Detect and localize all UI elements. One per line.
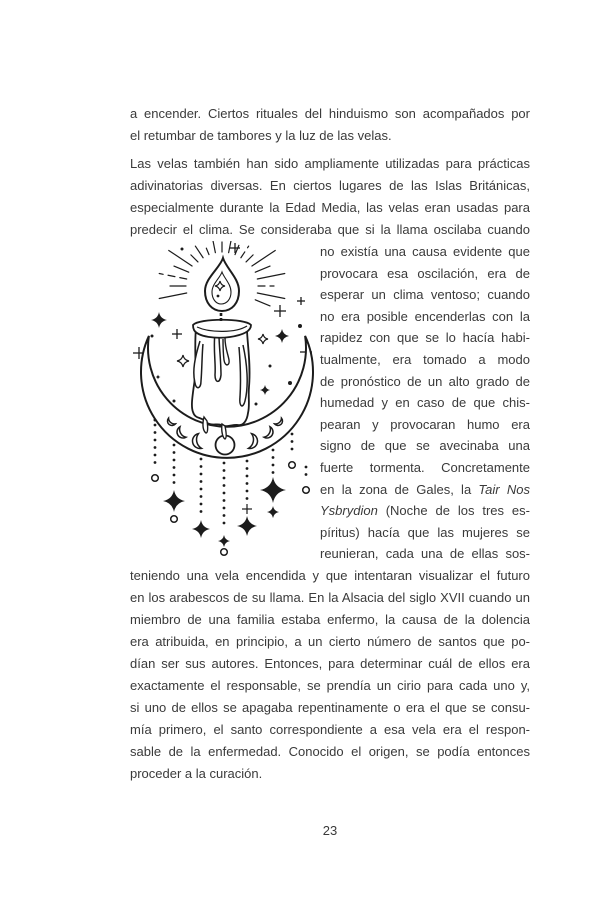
text-line: esperar un clima ventoso; cuando [320, 287, 530, 303]
text-line: en los arabescos de su llama. En la Alsacia del siglo XVII cuando un [130, 590, 530, 605]
text-line: tualmente, era tomado a modo [320, 351, 530, 367]
text-line: rapidez con que se lo hacía habi- [320, 330, 530, 346]
flame-icon [205, 258, 239, 311]
text-line: miembro de una familia estaba enfermo, la causa de la dolencia [130, 612, 530, 627]
candle-icon [192, 320, 251, 439]
text-line: el retumbar de tambores y la luz de las velas. [130, 128, 392, 143]
page-number: 23 [322, 823, 338, 838]
text-line: Las velas también han sido ampliamente utilizadas para prácticas [130, 156, 530, 171]
text-line: no era posible encenderlas con la [320, 308, 530, 324]
text-line: en la zona de Gales, la Tair Nos [320, 481, 530, 497]
text-line: a encender. Ciertos rituales del hinduismo son acompañados por [130, 106, 530, 121]
text-line: adivinatorias diversas. En ciertos lugares de las Islas Británicas, [130, 178, 530, 193]
text-line: si uno de ellos se apagaba repentinamente o era el que se consu- [130, 700, 530, 715]
text-line: Ysbrydion (Noche de los tres es- [320, 503, 530, 519]
text-line: de pronóstico de un alto grado de [320, 373, 530, 389]
text-line: exactamente el responsable, se prendía un cirio para cada uno y, [130, 678, 530, 693]
text-line: signo de que se avecinaba una [320, 438, 530, 454]
paragraph-1 [130, 103, 530, 147]
page-body-text [130, 103, 530, 785]
text-line: dían ser sus autores. Entonces, para determinar cuál de ellos era [130, 656, 530, 671]
text-line: no existía una causa evidente que [320, 244, 530, 259]
paragraph-2-right-column [320, 241, 530, 565]
text-line: pearan y provocaran humo era [320, 416, 530, 432]
text-line: fuerte tormenta. Concretamente [320, 459, 530, 475]
text-line: sable de la enfermedad. Conocido el origen, se podía entonces [130, 744, 530, 759]
text-line: proceder a la curación. [130, 766, 263, 781]
text-line: era atribuida, en principio, a un cierto número de santos que po- [130, 634, 530, 649]
illustration-text-wrap [130, 241, 530, 565]
text-line: especialmente durante la Edad Media, las velas eran usadas para [130, 200, 530, 215]
paragraph-2-intro [130, 153, 530, 241]
text-line: provocara esa oscilación, era de [320, 265, 530, 281]
candle-moon-illustration [130, 241, 320, 565]
paragraph-2-bottom [130, 565, 530, 785]
text-line: humedad y en caso de que chis- [320, 395, 530, 411]
text-line: reunieran, cada una de ellas sos- [320, 546, 530, 562]
text-line: píritus) hacía que las mujeres se [320, 524, 530, 540]
text-line: mía primero, el santo correspondiente a esa vela era el respon- [130, 722, 530, 737]
text-line: teniendo una vela encendida y que intentaran visualizar el futuro [130, 568, 530, 583]
text-line: predecir el clima. Se consideraba que si la llama oscilaba cuando [130, 222, 530, 237]
